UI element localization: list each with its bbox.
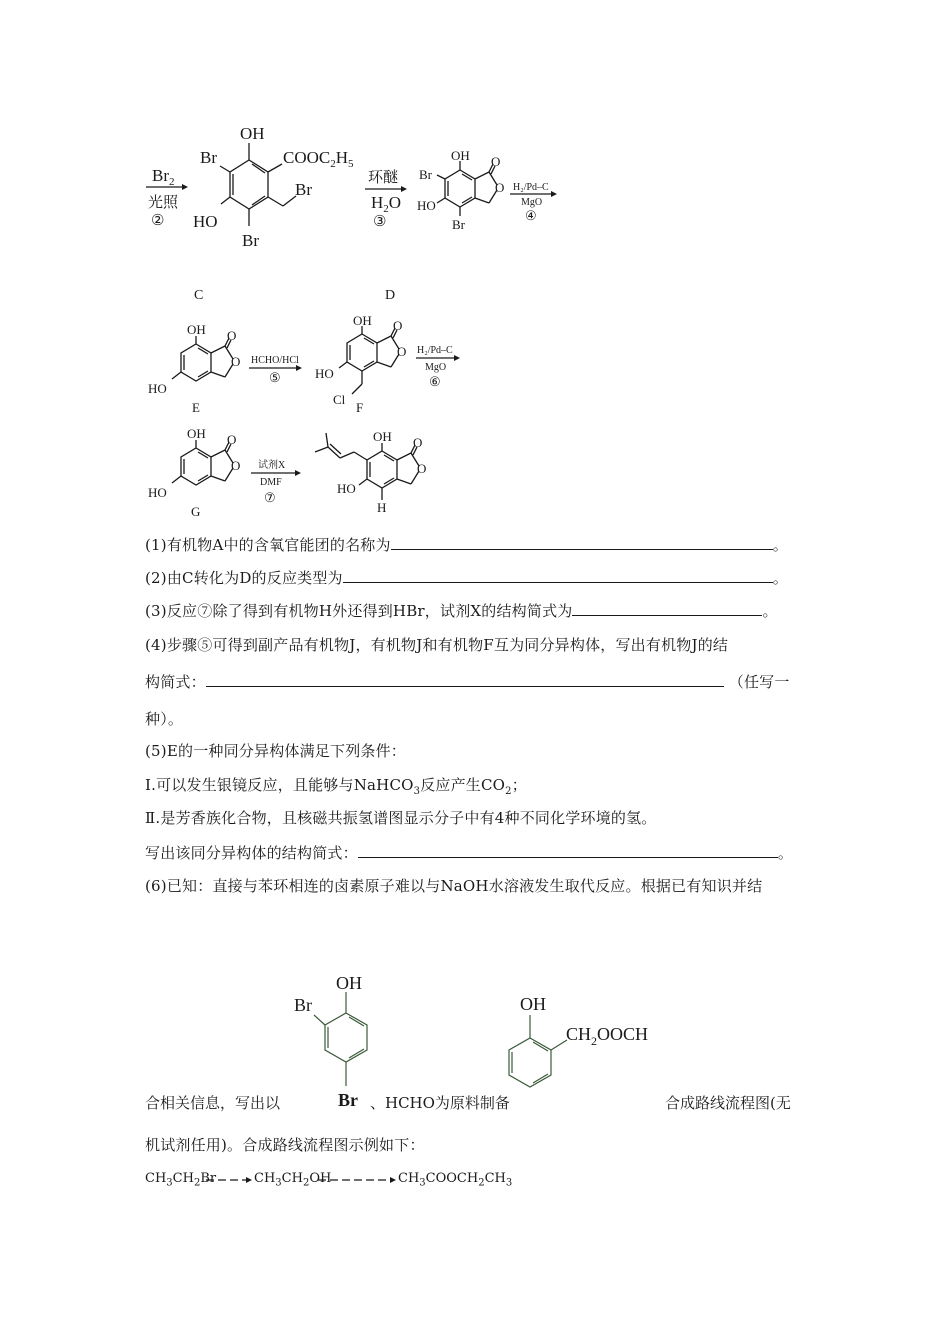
question-1: (1)有机物A中的含氧官能团的名称为 。	[145, 536, 788, 554]
svg-text:⑤: ⑤	[269, 370, 281, 385]
step-4-arrow	[510, 182, 557, 223]
svg-text:O: O	[231, 458, 241, 473]
question-2: (2)由C转化为D的反应类型为 。	[145, 569, 788, 587]
svg-text:H₂/Pd–C: H₂/Pd–C	[513, 182, 549, 193]
answer-blank-4[interactable]	[206, 672, 724, 687]
question-3: (3)反应⑦除了得到有机物H外还得到HBr，试剂X的结构简式为 。	[145, 602, 778, 620]
svg-text:HO: HO	[337, 481, 356, 496]
question-5-condition-2: Ⅱ.是芳香族化合物，且核磁共振氢谱图显示分子中有4种不同化学环境的氢。	[145, 809, 657, 827]
step2-number: ②	[151, 213, 165, 229]
structure-target	[509, 994, 648, 1087]
svg-text:⑦: ⑦	[264, 490, 276, 505]
question-6b-mid: 、HCHO为原料制备	[370, 1094, 510, 1112]
svg-text:OH: OH	[336, 973, 362, 993]
svg-text:HO: HO	[315, 366, 334, 381]
svg-text:OH: OH	[520, 994, 546, 1014]
svg-text:O: O	[417, 461, 427, 476]
svg-text:OH: OH	[187, 322, 206, 337]
svg-text:④: ④	[525, 208, 537, 223]
svg-text:Br: Br	[419, 167, 432, 182]
svg-text:OH: OH	[187, 426, 206, 441]
compound-d	[417, 148, 504, 232]
example-route-a: $CH_3CH_2Br$	[145, 1171, 217, 1189]
answer-blank-1[interactable]	[391, 535, 773, 550]
svg-text:MgO: MgO	[521, 197, 543, 208]
svg-text:Br: Br	[452, 217, 465, 232]
svg-text:CH2OOCH: $CH_2OOCH$	[566, 1024, 649, 1048]
svg-text:Cl: Cl	[333, 392, 346, 407]
svg-text:H2O: $H_2O$	[371, 193, 402, 215]
svg-text:⑥: ⑥	[429, 374, 441, 389]
svg-text:OH: OH	[240, 124, 265, 143]
question-5-write: 写出该同分异构体的结构简式： 。	[145, 844, 794, 862]
step-5-arrow	[249, 355, 302, 385]
svg-text:Br: Br	[294, 995, 312, 1015]
svg-text:Br: Br	[200, 148, 217, 167]
svg-text:HCHO/HCl: HCHO/HCl	[251, 355, 299, 366]
question-6a: (6)已知：直接与苯环相连的卤素原子难以与NaOH水溶液发生取代反应。根据已有知识并结	[145, 877, 763, 895]
compound-g	[148, 426, 240, 519]
svg-text:OH: OH	[353, 313, 372, 328]
question-4a: (4)步骤⑤可得到副产品有机物J，有机物J和有机物F互为同分异构体，写出有机物J的结	[145, 636, 729, 654]
svg-text:③: ③	[373, 214, 387, 230]
structure-dibromophenol	[294, 973, 367, 1110]
compound-c	[193, 124, 354, 250]
step-2-arrow	[146, 166, 188, 229]
svg-text:HO: HO	[148, 485, 167, 500]
question-6c: 机试剂任用)。合成路线流程图示例如下：	[145, 1136, 425, 1154]
answer-blank-5[interactable]	[358, 843, 778, 858]
compound-h	[315, 429, 426, 515]
question-6b-post: 合成路线流程图(无	[665, 1094, 791, 1112]
svg-text:O: O	[413, 435, 423, 450]
svg-text:O: O	[231, 354, 241, 369]
label-h: H	[377, 500, 387, 515]
svg-text:HO: HO	[193, 212, 218, 231]
label-g: G	[191, 504, 201, 519]
svg-text:MgO: MgO	[425, 362, 447, 373]
label-d: D	[385, 288, 396, 303]
compound-f	[315, 313, 406, 415]
svg-text:O: O	[227, 328, 237, 343]
svg-text:O: O	[491, 154, 501, 169]
svg-text:OH: OH	[373, 429, 392, 444]
svg-text:O: O	[495, 180, 505, 195]
question-5-condition-1: Ⅰ.可以发生银镜反应，且能够与NaHCO$_3$反应产生$CO_2$；	[145, 776, 527, 797]
svg-text:H₂/Pd–C: H₂/Pd–C	[417, 345, 453, 356]
label-f: F	[356, 400, 364, 415]
step2-reagent: $Br_2$	[152, 166, 175, 188]
svg-text:试剂X: 试剂X	[258, 460, 286, 471]
svg-text:环醚: 环醚	[368, 170, 399, 186]
example-route-c: $CH_3COOCH_2CH_3$	[398, 1171, 513, 1189]
step-6-arrow	[416, 345, 460, 389]
svg-text:Br: Br	[242, 231, 259, 250]
label-e: E	[192, 400, 200, 415]
svg-text:DMF: DMF	[260, 477, 282, 488]
step-3-arrow	[365, 169, 407, 230]
svg-text:Br: Br	[295, 180, 312, 199]
question-4c: 种）。	[145, 710, 184, 728]
svg-text:O: O	[393, 318, 403, 333]
step-7-arrow	[251, 458, 301, 505]
answer-blank-2[interactable]	[343, 568, 773, 583]
step2-condition: 光照	[148, 195, 179, 211]
question-6b-pre: 合相关信息，写出以	[145, 1094, 281, 1112]
answer-blank-3[interactable]	[572, 601, 762, 616]
question-5: (5)E的一种同分异构体满足下列条件：	[145, 742, 406, 760]
svg-text:HO: HO	[148, 381, 167, 396]
svg-text:O: O	[227, 432, 237, 447]
label-c: C	[194, 288, 204, 303]
example-route-b: $CH_3CH_2OH$	[254, 1171, 332, 1189]
svg-text:O: O	[397, 344, 407, 359]
compound-e	[148, 322, 240, 415]
question-4b: 构简式： （任写一	[145, 673, 790, 691]
svg-text:COOC2H5: $COOC_2H_5$	[283, 148, 354, 170]
svg-text:OH: OH	[451, 148, 470, 163]
svg-text:HO: HO	[417, 198, 436, 213]
svg-text:Br: Br	[338, 1090, 358, 1110]
